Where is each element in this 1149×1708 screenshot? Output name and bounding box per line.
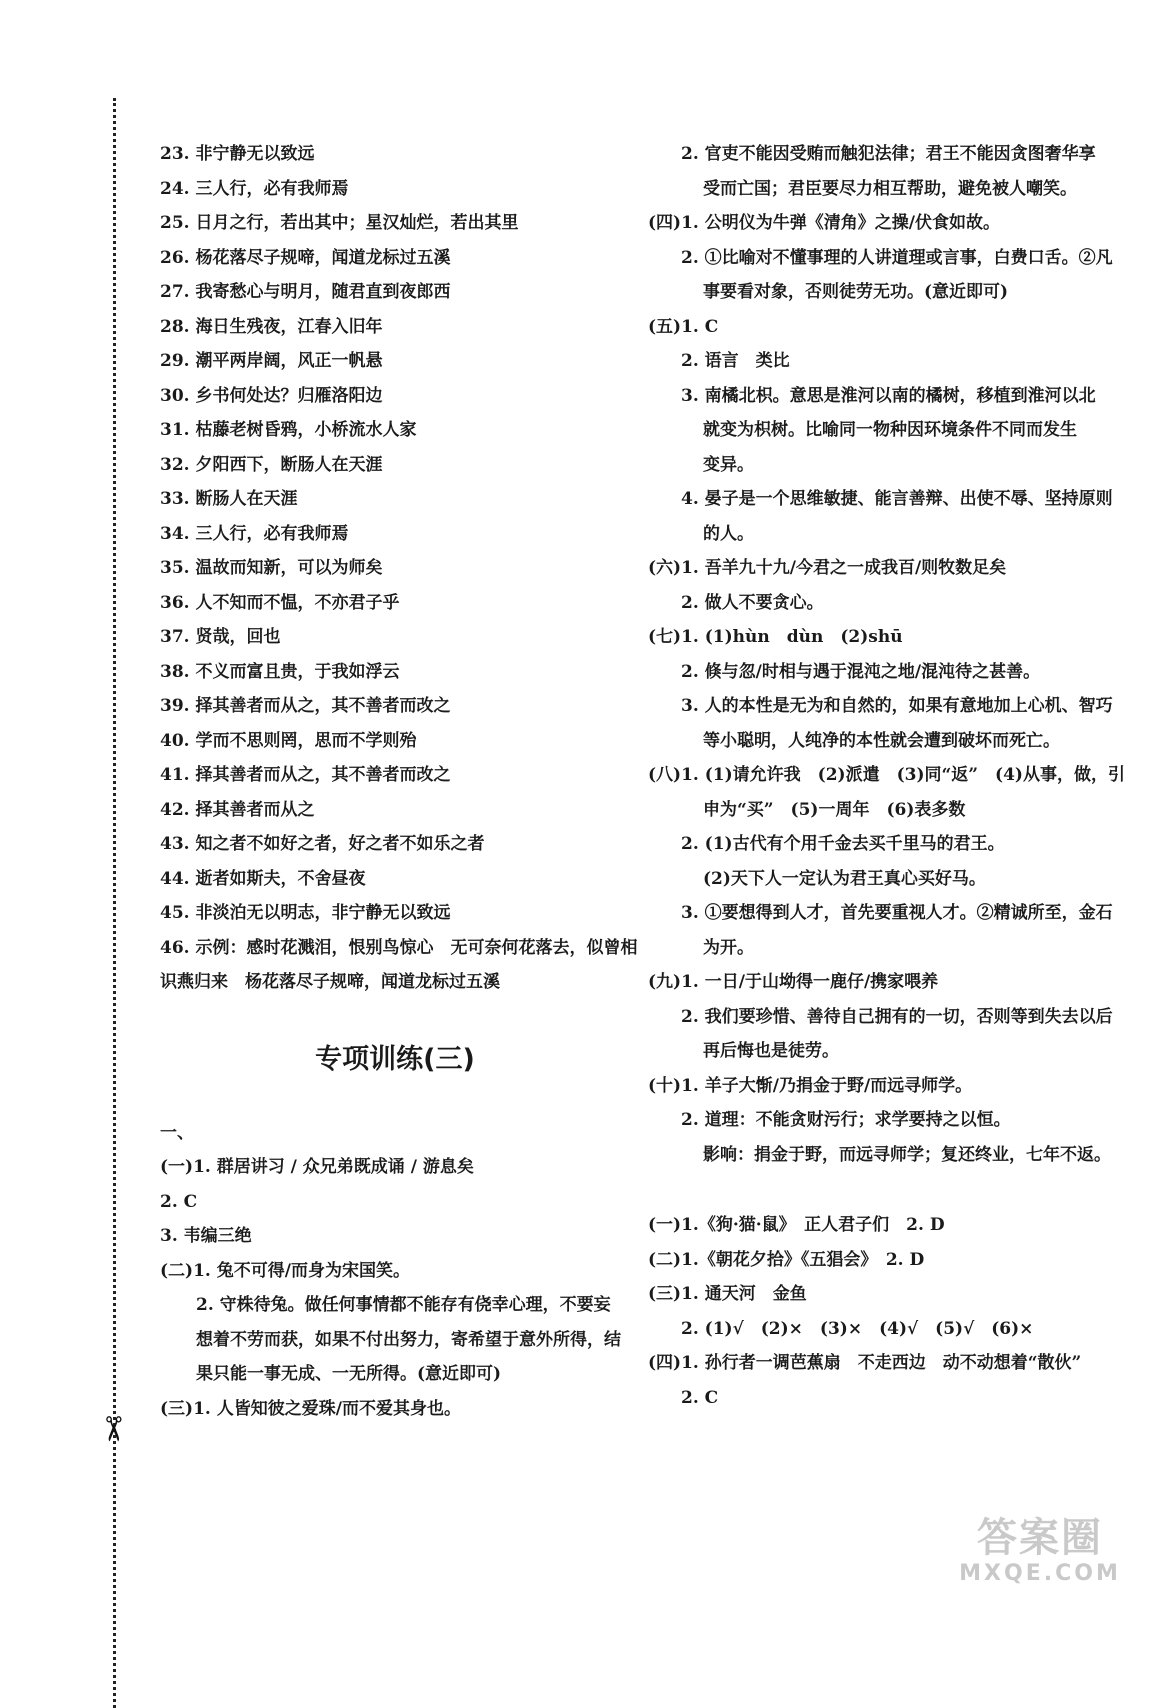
answer-line: (二)1. 兔不可得/而身为宋国笑。 — [160, 1260, 410, 1281]
section-answers-left — [160, 1116, 630, 1427]
answer-line: 2. 守株待兔。做任何事情都不能存有侥幸心理，不要妄 — [196, 1295, 611, 1315]
right-column — [648, 137, 1125, 1415]
answer-line: 35. 温故而知新，可以为师矣 — [160, 558, 383, 578]
answer-line: 30. 乡书何处达？归雁洛阳边 — [160, 385, 383, 406]
answer-line: 为开。 — [703, 937, 754, 958]
answer-line: 4. 晏子是一个思维敏捷、能言善辩、出使不辱、坚持原则 — [681, 489, 1113, 509]
answer-line: 42. 择其善者而从之 — [160, 799, 315, 820]
answer-line: 24. 三人行，必有我师焉 — [160, 178, 349, 199]
answer-line: 3. 人的本性是无为和自然的，如果有意地加上心机、智巧 — [681, 696, 1113, 716]
answer-line: 受而亡国；君臣要尽力相互帮助，避免被人嘲笑。 — [703, 178, 1077, 199]
answer-list-left — [160, 137, 638, 1000]
answer-line: 27. 我寄愁心与明月，随君直到夜郎西 — [160, 282, 451, 302]
left-column — [160, 137, 638, 1426]
answer-line: (十)1. 羊子大惭/乃捐金于野/而远寻师学。 — [648, 1075, 973, 1096]
answer-line: 31. 枯藤老树昏鸦，小桥流水人家 — [160, 420, 417, 440]
answer-line: 2. 道理：不能贪财污行；求学要持之以恒。 — [681, 1110, 1011, 1130]
answer-line: 2. (1)√ (2)× (3)× (4)√ (5)√ (6)× — [681, 1318, 1034, 1339]
answer-line: 3. 韦编三绝 — [160, 1226, 252, 1246]
answer-line: 39. 择其善者而从之，其不善者而改之 — [160, 696, 451, 716]
answer-line: 2. C — [160, 1191, 198, 1212]
answer-line: 23. 非宁静无以致远 — [160, 144, 315, 164]
answer-line: 2. ①比喻对不懂事理的人讲道理或言事，白费口舌。②凡 — [681, 247, 1113, 268]
answer-line: 2. 我们要珍惜、善待自己拥有的一切，否则等到失去以后 — [681, 1006, 1113, 1027]
answer-line: 再后悔也是徒劳。 — [703, 1041, 839, 1061]
answer-line: 2. C — [681, 1387, 719, 1408]
section-gap — [648, 1172, 1108, 1208]
answer-line: 的人。 — [703, 523, 754, 544]
answer-line: 29. 潮平两岸阔，风正一帆悬 — [160, 351, 383, 371]
watermark — [945, 1515, 1135, 1586]
answer-line: (三)1. 通天河 金鱼 — [648, 1284, 807, 1304]
answer-line: 2. (1)古代有个用千金去买千里马的君王。 — [681, 834, 1005, 854]
answer-line: 2. 官吏不能因受贿而触犯法律；君王不能因贪图奢华享 — [681, 144, 1096, 164]
answer-line: 28. 海日生残夜，江春入旧年 — [160, 316, 383, 337]
answer-line: 3. 南橘北枳。意思是淮河以南的橘树，移植到淮河以北 — [681, 385, 1096, 406]
answer-line: 45. 非淡泊无以明志，非宁静无以致远 — [160, 903, 451, 923]
answer-line: 变异。 — [703, 454, 754, 475]
section-title: 专项训练(三) — [315, 1043, 475, 1075]
answer-list-right — [648, 137, 1125, 1172]
answer-line: 2. 语言 类比 — [681, 351, 790, 371]
answer-line: 识燕归来 杨花落尽子规啼，闻道龙标过五溪 — [160, 972, 500, 992]
answer-line: (六)1. 吾羊九十九/今君之一成我百/则牧数足矣 — [648, 558, 1007, 578]
answer-line: 3. ①要想得到人才，首先要重视人才。②精诚所至，金石 — [681, 903, 1113, 923]
answer-line: 40. 学而不思则罔，思而不学则殆 — [160, 730, 417, 751]
scissors-icon: ✂ — [92, 1414, 133, 1444]
answer-line: (四)1. 公明仪为牛弹《清角》之操/伏食如故。 — [648, 213, 1000, 233]
answer-line: (一)1.《狗·猫·鼠》 正人君子们 2. D — [648, 1215, 945, 1235]
answer-line: (九)1. 一日/于山坳得一鹿仔/携家喂养 — [648, 972, 939, 992]
answer-line: 等小聪明，人纯净的本性就会遭到破坏而死亡。 — [703, 730, 1060, 751]
answer-line: (二)1.《朝花夕拾》《五猖会》 2. D — [648, 1249, 925, 1270]
answer-line: 2. 做人不要贪心。 — [681, 592, 824, 613]
answer-line: 事要看对象，否则徒劳无功。(意近即可) — [703, 282, 1009, 302]
answer-line: 44. 逝者如斯夫，不舍昼夜 — [160, 868, 366, 889]
answer-line: 影响：捐金于野，而远寻师学；复还终业，七年不返。 — [703, 1144, 1111, 1165]
answer-line: 26. 杨花落尽子规啼，闻道龙标过五溪 — [160, 247, 451, 268]
answer-line: (八)1. (1)请允许我 (2)派遣 (3)同“返” (4)从事，做，引 — [648, 765, 1125, 785]
answer-line: 32. 夕阳西下，断肠人在天涯 — [160, 454, 383, 475]
answer-line: 就变为枳树。比喻同一物种因环境条件不同而发生 — [703, 420, 1077, 440]
answer-line: 46. 示例：感时花溅泪，恨别鸟惊心 无可奈何花落去，似曾相 — [160, 937, 638, 958]
answer-line: 36. 人不知而不愠，不亦君子乎 — [160, 592, 400, 613]
answer-line: (四)1. 孙行者一调芭蕉扇 不走西边 动不动想着“散伙” — [648, 1353, 1082, 1373]
answer-line: 33. 断肠人在天涯 — [160, 489, 298, 509]
answer-line: 想着不劳而获，如果不付出努力，寄希望于意外所得，结 — [196, 1329, 621, 1350]
answer-line: 25. 日月之行，若出其中；星汉灿烂，若出其里 — [160, 213, 519, 233]
cut-line — [113, 98, 116, 1708]
answer-line: 38. 不义而富且贵，于我如浮云 — [160, 661, 400, 682]
answer-line: 2. 倏与忽/时相与遇于混沌之地/混沌待之甚善。 — [681, 661, 1041, 682]
answer-line: 一、 — [160, 1122, 194, 1143]
answer-line: 果只能一事无成、一无所得。(意近即可) — [196, 1364, 502, 1384]
watermark-logo: 答案圈 — [977, 1515, 1103, 1561]
answer-line: (一)1. 群居讲习 / 众兄弟既成诵 / 游息矣 — [160, 1157, 474, 1177]
answer-line: 34. 三人行，必有我师焉 — [160, 523, 349, 544]
answer-line: (三)1. 人皆知彼之爱珠/而不爱其身也。 — [160, 1398, 461, 1419]
answer-line: 43. 知之者不如好之者，好之者不如乐之者 — [160, 834, 485, 854]
answer-line: 申为“买” (5)一周年 (6)表多数 — [703, 799, 966, 820]
answer-line: 37. 贤哉，回也 — [160, 627, 281, 647]
answer-line: 41. 择其善者而从之，其不善者而改之 — [160, 765, 451, 785]
answer-line: (五)1. C — [648, 316, 719, 337]
watermark-url: MXQE.COM — [959, 1561, 1121, 1586]
section-answers-right — [648, 1208, 1108, 1415]
answer-line: (2)天下人一定认为君王真心买好马。 — [703, 868, 986, 889]
answer-line: (七)1. (1)hùn dùn (2)shū — [648, 627, 903, 647]
